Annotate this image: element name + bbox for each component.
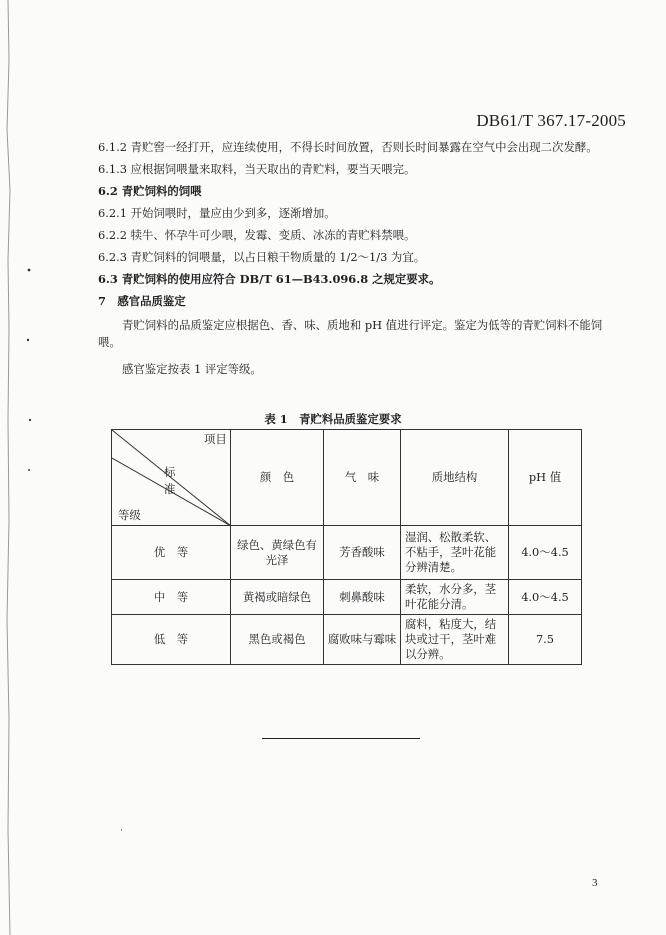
header-ph: pH 值: [509, 430, 582, 526]
corner-cell: [112, 430, 231, 526]
quality-table: [111, 429, 582, 665]
texture-cell: 湿润、松散柔软、不粘手，茎叶花能分辨清楚。: [401, 526, 509, 580]
color-cell: 黑色或褐色: [231, 615, 324, 665]
texture-cell: 柔软，水分多，茎叶花能分清。: [401, 580, 509, 615]
corner-label-item: 项目: [204, 432, 227, 446]
smell-cell: 腐败味与霉味: [324, 615, 401, 665]
clause-6-2-2: 6.2.2 犊牛、怀孕牛可少喂，发霉、变质、冰冻的青贮料禁喂。: [98, 228, 416, 242]
color-cell: 黄褐或暗绿色: [231, 580, 324, 615]
scan-speck: ·: [120, 826, 123, 836]
ph-cell: 4.0～4.5: [509, 580, 582, 615]
smell-cell: 芳香酸味: [324, 526, 401, 580]
corner-label-standard: 标 准: [164, 465, 176, 496]
table-row: [112, 526, 582, 580]
scan-edge-marks: [0, 0, 40, 935]
clause-6-2-3: 6.2.3 青贮饲料的饲喂量，以占日粮干物质量的 1/2～1/3 为宜。: [98, 250, 426, 264]
page-number: 3: [592, 877, 598, 889]
grade-cell: 低 等: [112, 615, 231, 665]
clause-6-1-2: 6.1.2 青贮窖一经打开，应连续使用，不得长时间放置，否则长时间暴露在空气中会出现二次发酵。: [98, 140, 598, 154]
clause-6-2-1: 6.2.1 开始饲喂时，量应由少到多，逐渐增加。: [98, 206, 336, 220]
ph-cell: 7.5: [509, 615, 582, 665]
clause-6-1-3: 6.1.3 应根据饲喂量来取料，当天取出的青贮料，要当天喂完。: [98, 162, 416, 176]
table-title: 表 1 青贮料品质鉴定要求: [264, 412, 402, 426]
header-texture: 质地结构: [401, 430, 509, 526]
footer-rule: [262, 738, 420, 739]
clause-6-3: 6.3 青贮饲料的使用应符合 DB/T 61—B43.096.8 之规定要求。: [98, 272, 441, 286]
heading-6-2: 6.2 青贮饲料的饲喂: [98, 184, 202, 198]
texture-cell: 腐料，粘度大，结块或过干，茎叶难以分辨。: [401, 615, 509, 665]
standard-code: DB61/T 367.17-2005: [476, 111, 626, 130]
header-color: 颜 色: [231, 430, 324, 526]
corner-label-grade: 等级: [118, 508, 141, 522]
smell-cell: 刺鼻酸味: [324, 580, 401, 615]
table-row: [112, 580, 582, 615]
heading-7: 7 感官品质鉴定: [98, 294, 186, 308]
grade-cell: 优 等: [112, 526, 231, 580]
para-quality-line1: 青贮饲料的品质鉴定应根据色、香、味、质地和 pH 值进行评定。鉴定为低等的青贮饲料不能饲: [122, 318, 603, 332]
para-quality-line2: 喂。: [98, 335, 121, 349]
para-table-ref: 感官鉴定按表 1 评定等级。: [122, 362, 262, 376]
table-row: [112, 615, 582, 665]
color-cell: 绿色、黄绿色有光泽: [231, 526, 324, 580]
header-smell: 气 味: [324, 430, 401, 526]
ph-cell: 4.0～4.5: [509, 526, 582, 580]
grade-cell: 中 等: [112, 580, 231, 615]
table-header-row: [112, 430, 582, 526]
